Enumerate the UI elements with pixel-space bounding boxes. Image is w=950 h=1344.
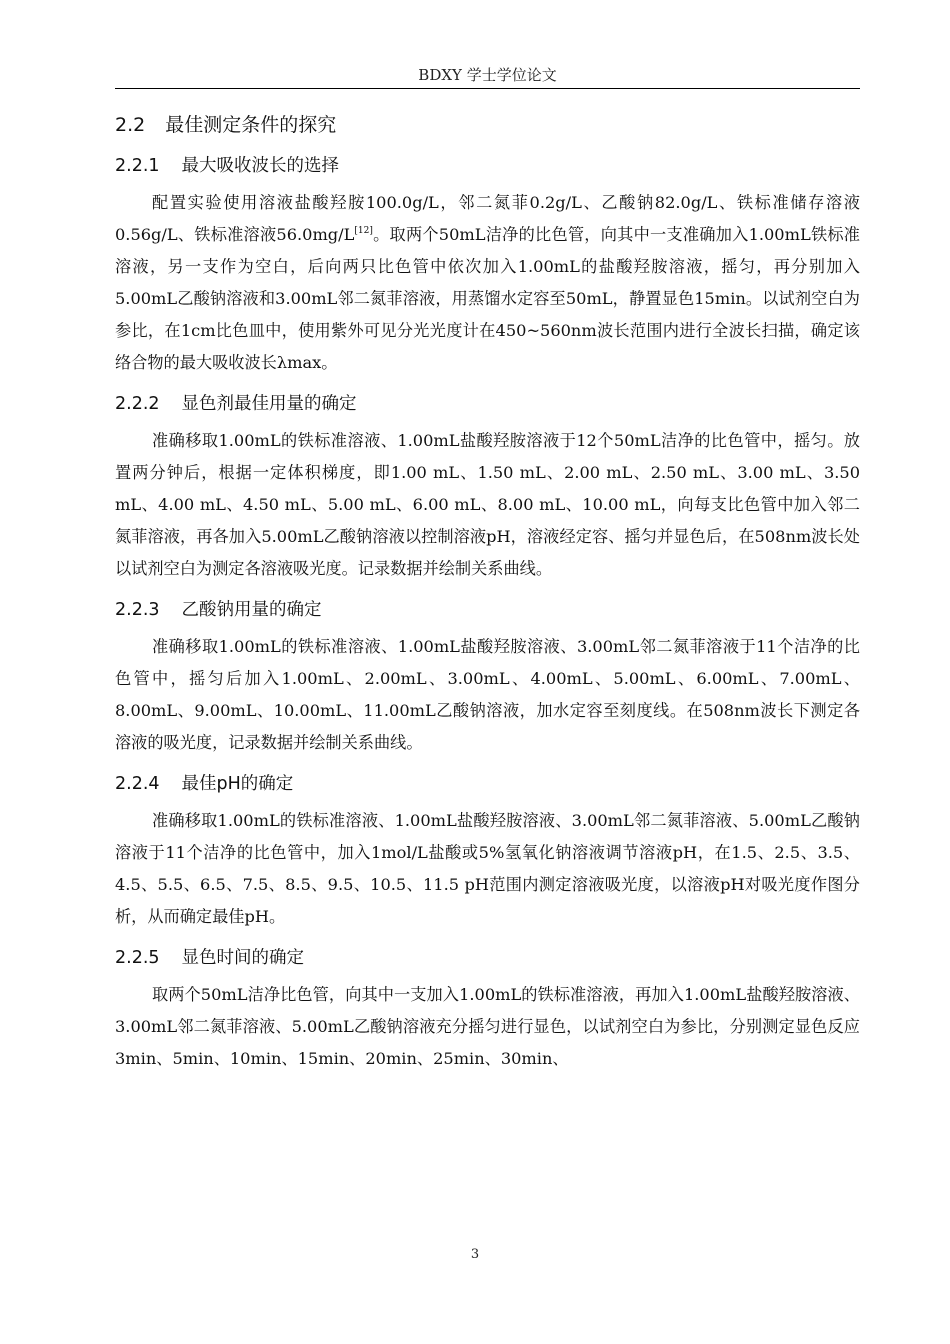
citation: [12] [354, 226, 373, 236]
paragraph-2-2-1 [115, 187, 860, 379]
subsection-title: 显色时间的确定 [181, 948, 305, 968]
section-number: 2.2 [115, 114, 146, 136]
subsection-number: 2.2.3 [115, 600, 160, 620]
subsection-number: 2.2.1 [115, 156, 160, 176]
subsection-heading-2-2-5 [115, 947, 860, 969]
subsection-heading-2-2-1 [115, 155, 860, 177]
header-rule [115, 88, 860, 89]
subsection-heading-2-2-4 [115, 773, 860, 795]
paragraph-2-2-5: 取两个50mL洁净比色管，向其中一支加入1.00mL的铁标准溶液，再加入1.00mL盐酸羟胺溶液、3.00mL邻二氮菲溶液、5.00mL乙酸钠溶液充分摇匀进行显色，以试剂空白为参比，分别测定显色反应3min、5min、10min、15min、20min、25min、30min、 [115, 985, 860, 1068]
subsection-heading-2-2-2 [115, 393, 860, 415]
subsection-number: 2.2.4 [115, 774, 160, 794]
subsection-number: 2.2.5 [115, 948, 160, 968]
paragraph-2-2-2: 准确移取1.00mL的铁标准溶液、1.00mL盐酸羟胺溶液于12个50mL洁净的比色管中，摇匀。放置两分钟后，根据一定体积梯度，即1.00 mL、1.50 mL、2.00 mL、2.50 mL、3.00 mL、3.50 mL、4.00 mL、4.50 mL、5.00 mL、6.00 mL、8.00 mL、10.00 mL，向每支比色管中加入邻二氮菲溶液，再各加入5.00mL乙酸钠溶液以控制溶液pH，溶液经定容、摇匀并显色后，在508nm波长处以试剂空白为测定各溶液吸光度。记录数据并绘制关系曲线。 [115, 431, 860, 578]
subsection-number: 2.2.2 [115, 394, 160, 414]
subsection-title: 最佳pH的确定 [181, 774, 294, 794]
page-content [115, 113, 860, 1089]
section-title: 最佳测定条件的探究 [165, 114, 337, 136]
subsection-title: 显色剂最佳用量的确定 [181, 394, 357, 414]
running-header: BDXY 学士学位论文 [418, 66, 557, 84]
paragraph-2-2-4: 准确移取1.00mL的铁标准溶液、1.00mL盐酸羟胺溶液、3.00mL邻二氮菲溶液、5.00mL乙酸钠溶液于11个洁净的比色管中，加入1mol/L盐酸或5%氢氧化钠溶液调节溶液pH，在1.5、2.5、3.5、4.5、5.5、6.5、7.5、8.5、9.5、10.5、11.5 pH范围内测定溶液吸光度，以溶液pH对吸光度作图分析，从而确定最佳pH。 [115, 811, 860, 926]
paragraph-text: 。取两个50mL洁净的比色管，向其中一支准确加入1.00mL铁标准溶液，另一支作为空白，后向两只比色管中依次加入1.00mL的盐酸羟胺溶液，摇匀，再分别加入5.00mL乙酸钠溶液和3.00mL邻二氮菲溶液，用蒸馏水定容至50mL，静置显色15min。以试剂空白为参比，在1cm比色皿中，使用紫外可见分光光度计在450~560nm波长范围内进行全波长扫描，确定该络合物的最大吸收波长λmax。 [115, 225, 860, 372]
page-number: 3 [470, 1247, 480, 1262]
subsection-heading-2-2-3 [115, 599, 860, 621]
paragraph-text: 配置实验使用溶液盐酸羟胺100.0g/L，邻二氮菲0.2g/L、乙酸钠82.0g/L、铁标准储存溶液0.56g/L、铁标准溶液56.0mg/L [115, 193, 860, 244]
subsection-title: 乙酸钠用量的确定 [181, 600, 322, 620]
paragraph-2-2-3: 准确移取1.00mL的铁标准溶液、1.00mL盐酸羟胺溶液、3.00mL邻二氮菲溶液于11个洁净的比色管中，摇匀后加入1.00mL、2.00mL、3.00mL、4.00mL、5.00mL、6.00mL、7.00mL、8.00mL、9.00mL、10.00mL、11.00mL乙酸钠溶液，加水定容至刻度线。在508nm波长下测定各溶液的吸光度，记录数据并绘制关系曲线。 [115, 637, 860, 752]
section-heading [115, 113, 860, 137]
subsection-title: 最大吸收波长的选择 [181, 156, 340, 176]
